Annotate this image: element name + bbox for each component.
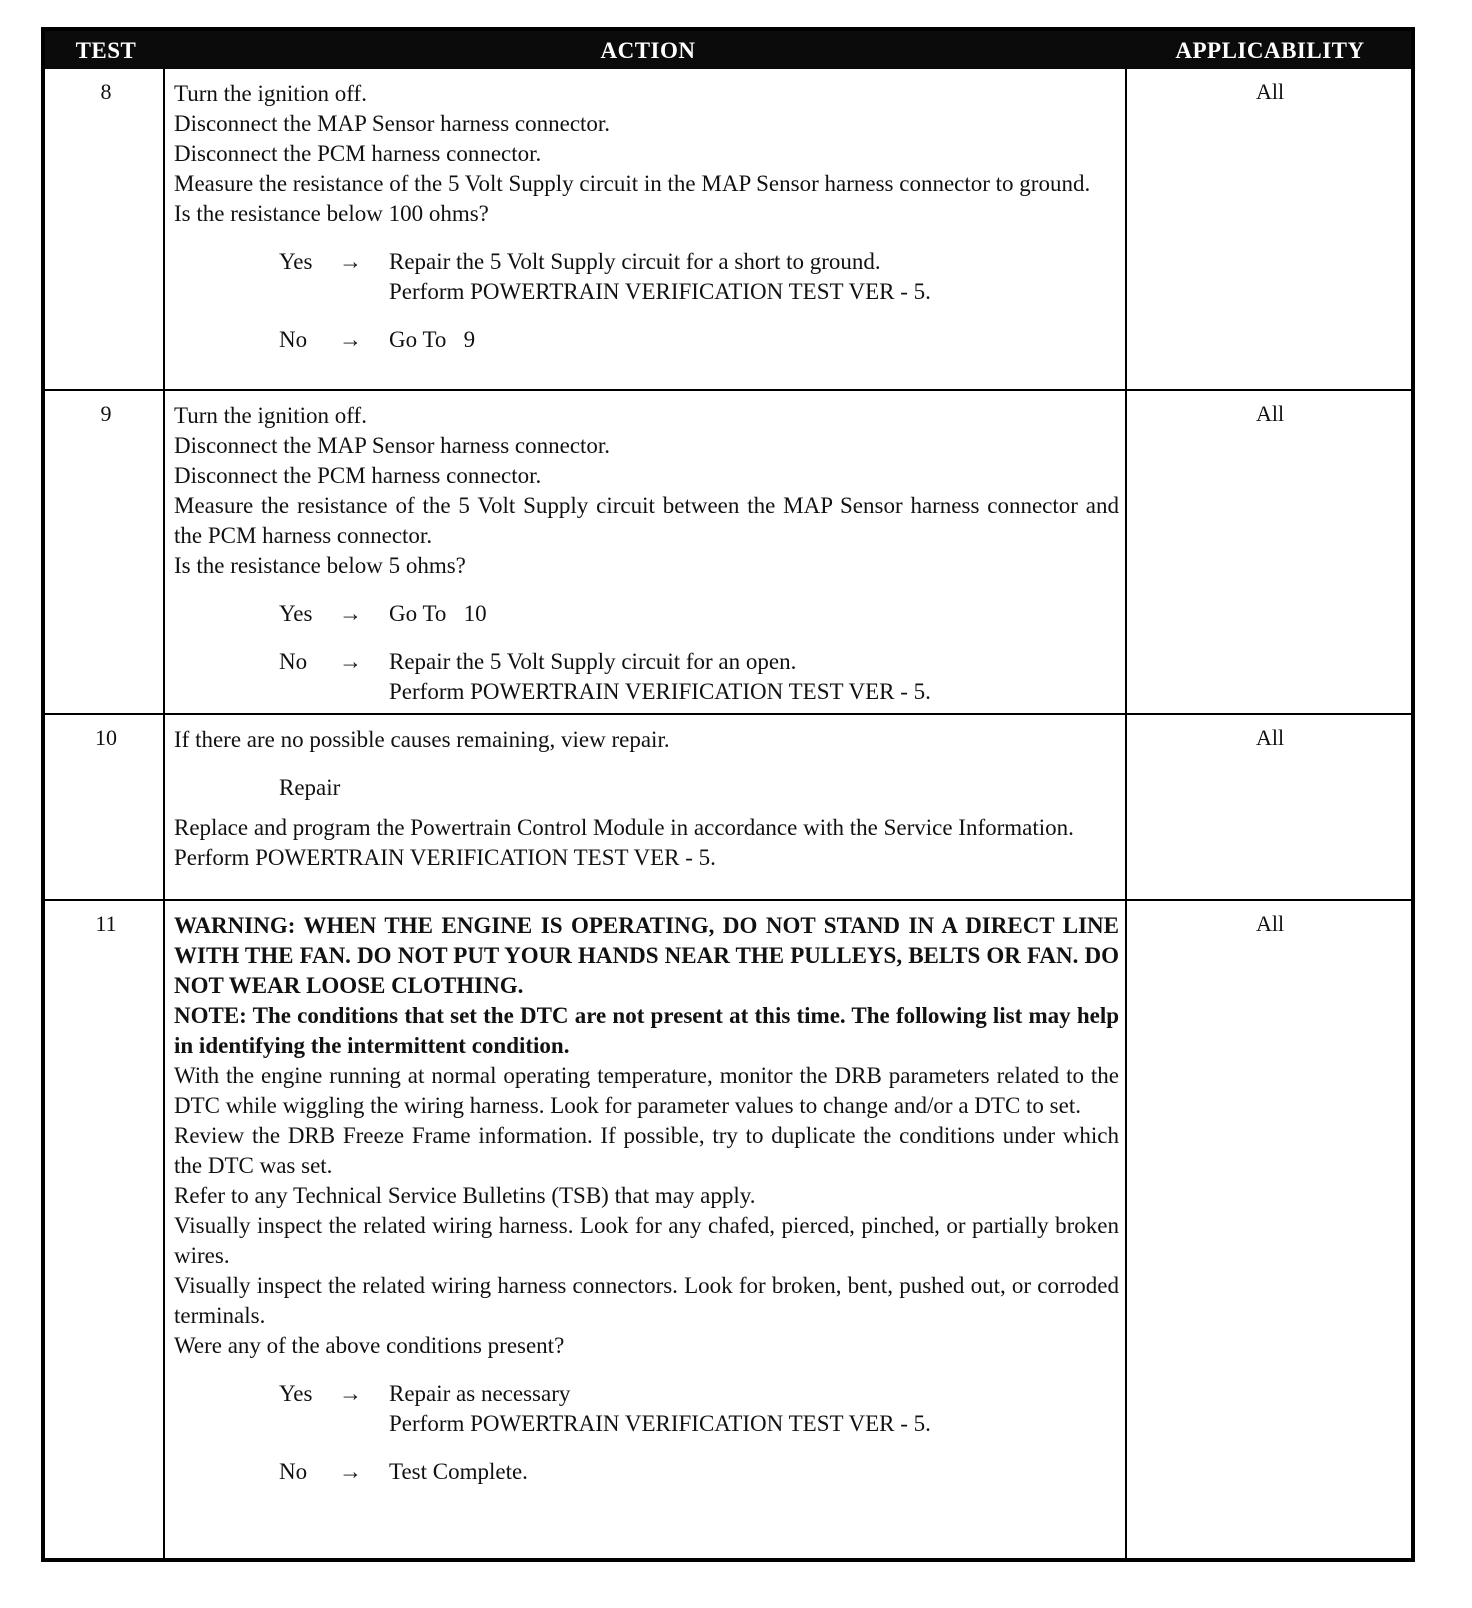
repair-text: Perform POWERTRAIN VERIFICATION TEST VER - 5. <box>174 845 716 870</box>
repair-label: Repair <box>279 775 341 800</box>
yes-text: Repair as necessary <box>389 1381 571 1406</box>
no-label: No <box>279 1459 308 1484</box>
test-number: 11 <box>95 911 117 936</box>
yes-text: Perform POWERTRAIN VERIFICATION TEST VER - 5. <box>389 279 931 304</box>
arrow-icon: → <box>339 327 362 352</box>
table-row <box>45 69 1411 389</box>
applicability: All <box>1255 725 1285 750</box>
action-cell <box>174 911 1119 1487</box>
no-text: Test Complete. <box>389 1459 528 1484</box>
action-line: Disconnect the MAP Sensor harness connector. <box>174 111 611 136</box>
action-line: Disconnect the PCM harness connector. <box>174 141 542 166</box>
diagnostic-test-table <box>41 27 1415 1562</box>
applicability: All <box>1255 911 1285 936</box>
no-branch <box>174 647 1119 707</box>
header-action: ACTION <box>600 38 696 63</box>
action-line: Review the DRB Freeze Frame information. If possible, try to duplicate the conditions under which the DTC was set. <box>174 1123 1119 1178</box>
action-line: If there are no possible causes remaining, view repair. <box>174 727 670 752</box>
arrow-icon: → <box>339 1459 362 1484</box>
action-line: Measure the resistance of the 5 Volt Supply circuit in the MAP Sensor harness connector to ground. <box>174 171 1091 196</box>
action-line: With the engine running at normal operating temperature, monitor the DRB parameters related to the DTC while wiggling the wiring harness. Look for parameter values to change and/or a DTC to set. <box>174 1063 1119 1118</box>
action-line: Turn the ignition off. <box>174 403 367 428</box>
warning-text: WARNING: WHEN THE ENGINE IS OPERATING, DO NOT STAND IN A DIRECT LINE WITH THE FAN. DO NOT PUT YOUR HANDS NEAR THE PULLEYS, BELTS OR FAN. DO NOT WEAR LOOSE CLOTHING. <box>174 913 1119 998</box>
arrow-icon: → <box>339 649 362 674</box>
action-line: Turn the ignition off. <box>174 81 367 106</box>
yes-branch <box>174 247 1119 307</box>
no-label: No <box>279 649 308 674</box>
action-cell <box>174 79 1119 355</box>
yes-text: Perform POWERTRAIN VERIFICATION TEST VER - 5. <box>389 1411 931 1436</box>
yes-text: Repair the 5 Volt Supply circuit for a short to ground. <box>389 249 881 274</box>
no-text: Go To 9 <box>389 327 476 352</box>
action-line: Disconnect the MAP Sensor harness connector. <box>174 433 611 458</box>
arrow-icon: → <box>339 249 362 274</box>
no-label: No <box>279 327 308 352</box>
yes-branch <box>174 1379 1119 1439</box>
action-cell <box>174 401 1119 707</box>
arrow-icon: → <box>339 1381 362 1406</box>
no-branch <box>174 325 1119 355</box>
test-number: 8 <box>100 79 112 104</box>
action-line: Is the resistance below 100 ohms? <box>174 201 489 226</box>
arrow-icon: → <box>339 601 362 626</box>
header-test: TEST <box>75 38 137 63</box>
yes-label: Yes <box>279 601 313 626</box>
action-line: Were any of the above conditions present? <box>174 1333 565 1358</box>
applicability: All <box>1255 401 1285 426</box>
action-line: Disconnect the PCM harness connector. <box>174 463 542 488</box>
yes-label: Yes <box>279 249 313 274</box>
yes-branch <box>174 599 1119 629</box>
action-line: Is the resistance below 5 ohms? <box>174 553 466 578</box>
action-line: Visually inspect the related wiring harness connectors. Look for broken, bent, pushed out, or corroded terminals. <box>174 1273 1119 1328</box>
action-line: Refer to any Technical Service Bulletins (TSB) that may apply. <box>174 1183 756 1208</box>
repair-text: Replace and program the Powertrain Control Module in accordance with the Service Information. <box>174 815 1074 840</box>
action-line: Visually inspect the related wiring harness. Look for any chafed, pierced, pinched, or partially broken wires. <box>174 1213 1119 1268</box>
action-line: Measure the resistance of the 5 Volt Supply circuit between the MAP Sensor harness connector and the PCM harness connector. <box>174 493 1119 548</box>
table-row <box>45 715 1411 899</box>
yes-text: Go To 10 <box>389 601 487 626</box>
no-branch <box>174 1457 1119 1487</box>
table-row <box>45 391 1411 713</box>
no-text: Repair the 5 Volt Supply circuit for an open. <box>389 649 797 674</box>
table-header <box>45 31 1411 69</box>
table-row <box>45 901 1411 1562</box>
applicability: All <box>1255 79 1285 104</box>
note-text: NOTE: The conditions that set the DTC are not present at this time. The following list may help in identifying the intermittent condition. <box>174 1003 1119 1058</box>
test-number: 9 <box>100 401 112 426</box>
header-applicability: APPLICABILITY <box>1175 38 1365 63</box>
no-text: Perform POWERTRAIN VERIFICATION TEST VER - 5. <box>389 679 931 704</box>
yes-label: Yes <box>279 1381 313 1406</box>
test-number: 10 <box>95 725 117 750</box>
action-cell <box>174 725 1119 873</box>
